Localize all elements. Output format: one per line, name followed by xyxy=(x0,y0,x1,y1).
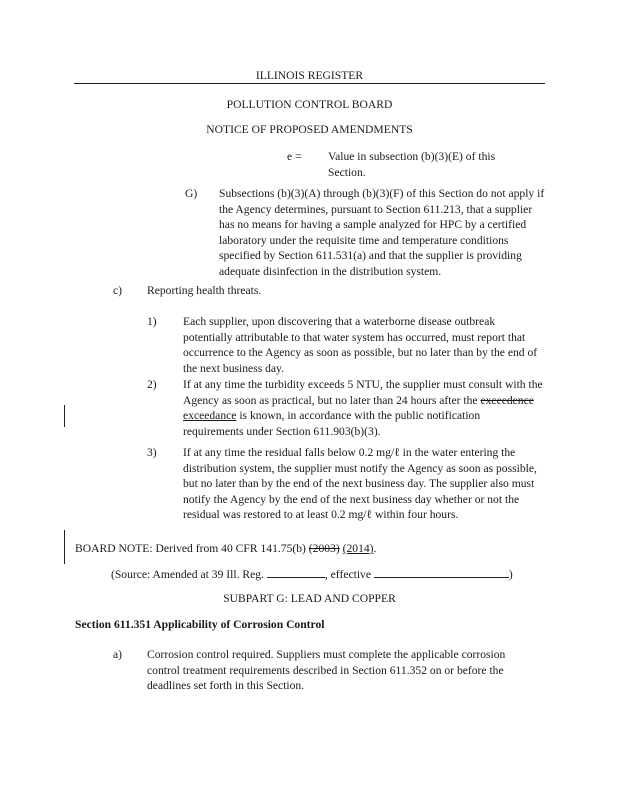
inserted-text: exceedance xyxy=(183,409,237,423)
deleted-year: (2003) xyxy=(308,542,340,555)
item-1-text: Each supplier, upon discovering that a waterborne disease outbreak potentially attributable to that water system has occurred, must report that occurrence to the Agency as soon as possible, but no later than by the end of the next business day. xyxy=(183,315,538,375)
effective-blank xyxy=(374,566,509,578)
item-a-label: a) xyxy=(113,648,123,661)
item-g-label: G) xyxy=(185,187,198,200)
item-2-text-after: is known, in accordance with the public notification requirements under Section 611.903(b)(3). xyxy=(183,409,481,438)
item-g-text: Subsections (b)(3)(A) through (b)(3)(F) of this Section do not apply if the Agency determines, pursuant to Section 611.213, that a supplier has no means for having a sample analyzed for HPC by a certified laboratory under the requisite time and temperature conditions specified by Section 611.531(a) and that the supplier is providing adequate disinfection in the distribution system. xyxy=(219,187,545,278)
reg-blank xyxy=(267,566,325,578)
header-rule xyxy=(74,83,545,84)
board-note xyxy=(75,541,545,557)
board-note-end: . xyxy=(373,542,377,555)
board-note-text: BOARD NOTE: Derived from 40 CFR 141.75(b) xyxy=(75,542,306,555)
register-title: ILLINOIS REGISTER xyxy=(255,69,364,82)
source-prefix: (Source: Amended at 39 Ill. Reg. xyxy=(111,568,264,581)
definition-text: Value in subsection (b)(3)(E) of this Section. xyxy=(328,150,496,179)
definition-symbol: e = xyxy=(287,150,302,163)
section-c-label: c) xyxy=(113,284,123,297)
change-bar xyxy=(64,530,65,564)
notice-title: NOTICE OF PROPOSED AMENDMENTS xyxy=(206,123,413,136)
section-heading: Section 611.351 Applicability of Corrosion Control xyxy=(75,618,325,631)
item-3-label: 3) xyxy=(147,446,157,459)
item-2-label: 2) xyxy=(147,378,157,391)
item-2-text xyxy=(183,377,543,439)
item-a-text: Corrosion control required. Suppliers must complete the applicable corrosion control treatment requirements described in Section 611.352 on or before the deadlines set forth in this Section. xyxy=(147,648,506,693)
change-bar xyxy=(64,405,65,427)
source-middle: , effective xyxy=(324,568,371,581)
subpart-title: SUBPART G: LEAD AND COPPER xyxy=(223,592,396,605)
item-2-text-before: If at any time the turbidity exceeds 5 NTU, the supplier must consult with the Agency as soon as practical, but no later than 24 hours after the xyxy=(183,378,543,407)
item-3-text: If at any time the residual falls below 0.2 mg/ℓ in the water entering the distribution system, the supplier must notify the Agency as soon as possible, but no later than by the end of the next business day. The supplier also must notify the Agency by the end of the next business day whether or not the residual was restored to at least 0.2 mg/ℓ within four hours. xyxy=(183,446,537,522)
item-1-label: 1) xyxy=(147,315,157,328)
deleted-text: exceedence xyxy=(480,393,534,407)
source-suffix: ) xyxy=(508,568,513,581)
source-line xyxy=(111,566,551,583)
section-c-heading: Reporting health threats. xyxy=(147,284,262,297)
board-name: POLLUTION CONTROL BOARD xyxy=(226,98,393,111)
inserted-year: (2014) xyxy=(342,542,374,555)
